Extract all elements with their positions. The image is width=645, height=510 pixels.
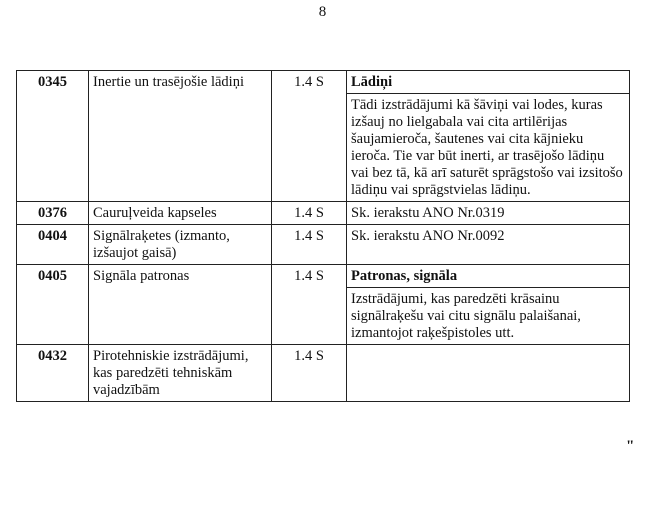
entry-name: Cauruļveida kapseles [89,202,272,225]
entry-description: Tādi izstrādājumi kā šāviņi vai lodes, kuras izšauj no lielgabala vai cita artilērijas šaujamieroča, šautenes vai cita kājnieku ieroča. Tie var būt inerti, ar trasējošo lādiņu vai bez tā, kā arī saturēt sprāgstošo vai izsitošo lādiņu vai sprāgstvielas lādiņu. [347,94,630,202]
classification-code: 1.4 S [272,71,347,202]
table-row [17,202,630,225]
un-number: 0432 [17,345,89,402]
un-number: 0404 [17,225,89,265]
table-row [17,345,630,402]
entry-name: Signāla patronas [89,265,272,345]
un-number: 0405 [17,265,89,345]
entry-name: Signālraķetes (izmanto, izšaujot gaisā) [89,225,272,265]
table-row [17,71,630,94]
entry-description: Sk. ierakstu ANO Nr.0319 [347,202,630,225]
un-entries-table [16,70,630,402]
entry-name: Pirotehniskie izstrādājumi, kas paredzēti tehniskām vajadzībām [89,345,272,402]
closing-quote-mark: " [626,438,635,454]
entry-description: Sk. ierakstu ANO Nr.0092 [347,225,630,265]
table-row [17,225,630,265]
classification-code: 1.4 S [272,345,347,402]
entry-heading: Patronas, signāla [347,265,630,288]
un-number: 0345 [17,71,89,202]
table-row [17,265,630,288]
entry-description [347,345,630,402]
un-number: 0376 [17,202,89,225]
entry-heading: Lādiņi [347,71,630,94]
page-number: 8 [318,4,327,20]
entry-name: Inertie un trasējošie lādiņi [89,71,272,202]
classification-code: 1.4 S [272,225,347,265]
classification-code: 1.4 S [272,202,347,225]
classification-code: 1.4 S [272,265,347,345]
entry-description: Izstrādājumi, kas paredzēti krāsainu signālraķešu vai citu signālu palaišanai, izmantojot raķešpistoles utt. [347,288,630,345]
